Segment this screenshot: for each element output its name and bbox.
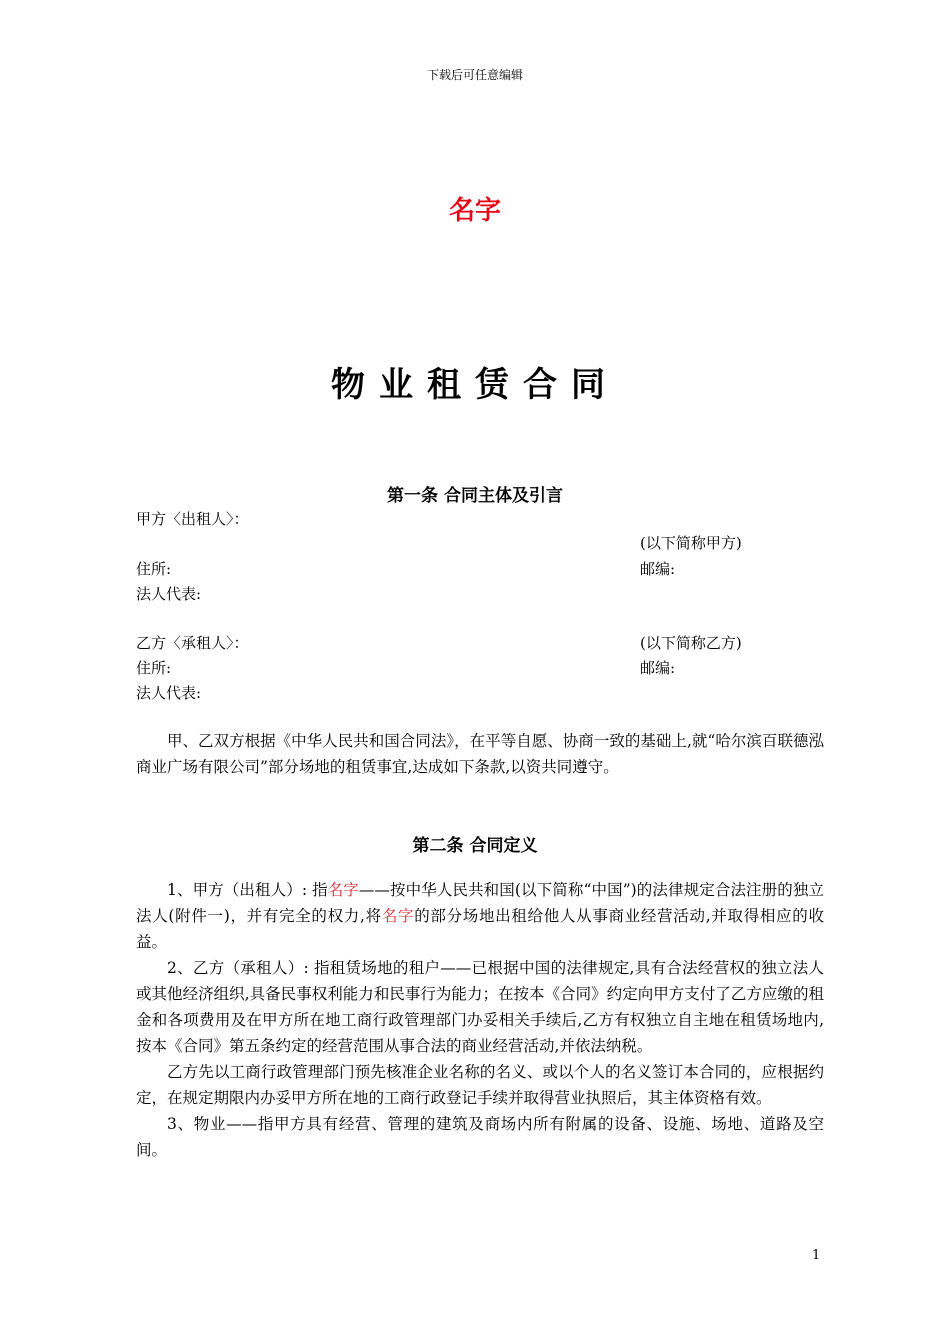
definition-1-part-e: 的部分场地出租给他人从事商业经营活动,并取得相应的收益。 — [136, 907, 824, 951]
definition-2: 2、乙方（承租人）: 指租赁场地的租户——已根据中国的法律规定,具有合法经营权的独立法人或其他经济组织,具备民事权利能力和民事行为能力；在按本《合同》约定向甲方支付了乙方应缴的租金和各项费用及在甲方所在地工商行政管理部门办妥相关手续后,乙方有权独立自主地在租赁场地内,按本《合同》第五条约定的经营范围从事合法的商业经营活动,并依法纳税。 — [136, 959, 824, 1055]
party-b-label: 乙方〈承租人〉： — [136, 634, 249, 652]
document-title: 物业租赁合同 — [331, 365, 619, 405]
party-a-address-label: 住所: — [136, 560, 172, 578]
definitions-block — [136, 877, 824, 1163]
intro-text: 甲、乙双方根据《中华人民共和国合同法》，在平等自愿、协商一致的基础上,就“哈尔滨百联德泓商业广场有限公司”部分场地的租赁事宜,达成如下条款,以资共同遵守。 — [136, 732, 824, 776]
party-a-label: 甲方〈出租人〉： — [136, 510, 249, 528]
intro-paragraph — [136, 728, 824, 780]
party-a-postcode-label: 邮编: — [640, 560, 676, 578]
definition-1-part-c: ——按中华人民共和国(以下简称“中国”)的法律规定合法注册的独立法人(附件一)，并有完全的权力,将 — [136, 881, 824, 925]
definition-1-brand-name-2: 名字 — [381, 907, 415, 925]
page-number: 1 — [812, 1248, 821, 1263]
party-b-legal-rep-label: 法人代表: — [136, 684, 202, 702]
definition-2-note: 乙方先以工商行政管理部门预先核准企业名称的名义、或以个人的名义签订本合同的，应根据约定，在规定期限内办妥甲方所在地的工商行政登记手续并取得营业执照后，其主体资格有效。 — [136, 1063, 824, 1107]
definition-1 — [136, 877, 824, 955]
party-b-postcode-label: 邮编: — [640, 659, 676, 677]
header-note: 下载后可任意编辑 — [426, 68, 523, 82]
definition-1-part-a: 1、甲方（出租人）: 指 — [167, 881, 328, 899]
definition-1-brand-name: 名字 — [327, 881, 359, 899]
section2-heading: 第二条 合同定义 — [412, 836, 538, 856]
definition-3: 3、物业——指甲方具有经营、管理的建筑及商场内所有附属的设备、设施、场地、道路及空间。 — [136, 1115, 824, 1159]
party-a-alias: (以下简称甲方) — [640, 534, 742, 552]
party-b-address-label: 住所: — [136, 659, 172, 677]
section1-heading: 第一条 合同主体及引言 — [387, 486, 563, 506]
party-b-alias: (以下简称乙方) — [640, 634, 742, 652]
brand-name: 名字 — [448, 196, 501, 226]
party-a-legal-rep-label: 法人代表: — [136, 585, 202, 603]
